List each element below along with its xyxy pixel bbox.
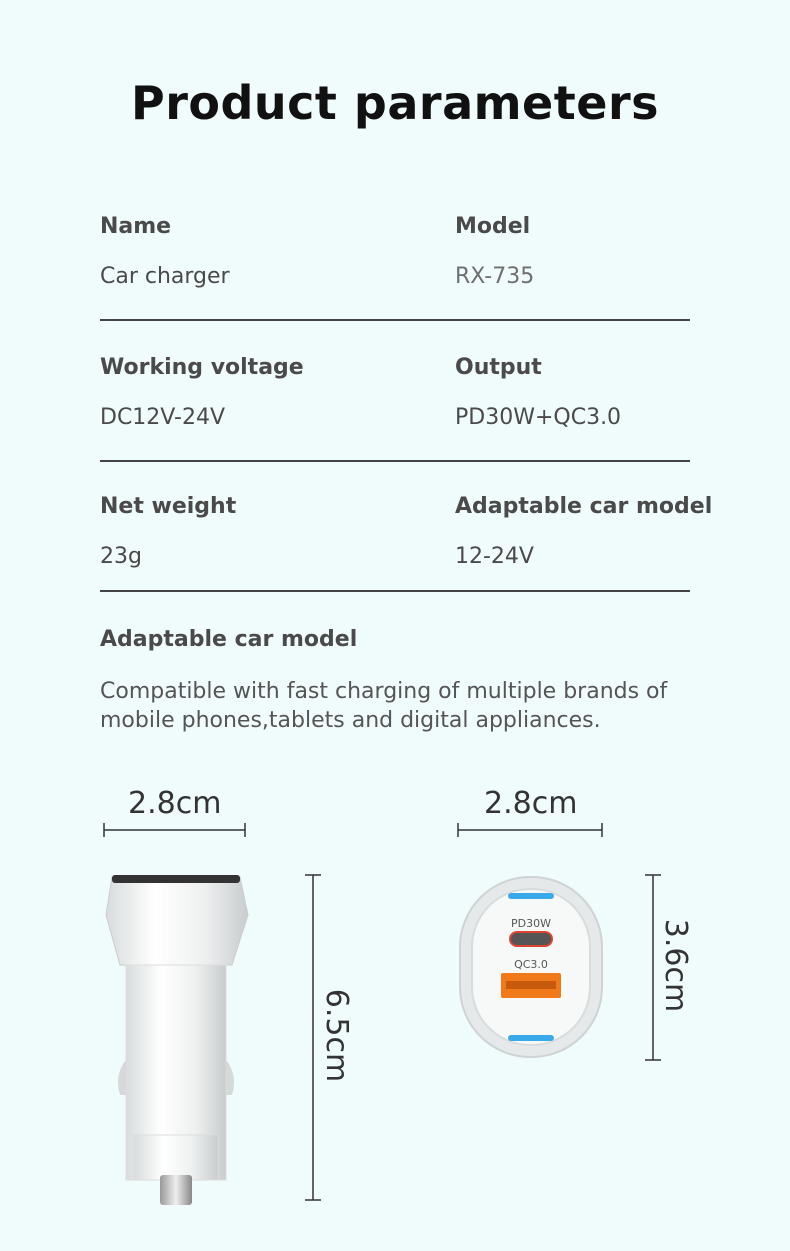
divider (100, 319, 690, 321)
spec-value-adaptable-car-model: 12-24V (455, 544, 534, 569)
spec-label-output: Output (455, 355, 542, 380)
spec-label-working-voltage: Working voltage (100, 355, 304, 380)
spec-label-adaptable-car-model: Adaptable car model (455, 494, 713, 519)
front-width-label: 2.8cm (484, 786, 578, 821)
front-height-label: 3.6cm (658, 918, 694, 1013)
spec-value-working-voltage: DC12V-24V (100, 405, 226, 430)
usb-a-port-label: QC3.0 (514, 958, 548, 971)
charger-front-view-image (450, 815, 680, 1075)
spec-value-net-weight: 23g (100, 544, 142, 569)
spec-value-output: PD30W+QC3.0 (455, 405, 622, 430)
spec-value-name: Car charger (100, 264, 230, 289)
side-width-label: 2.8cm (128, 786, 222, 821)
spec-value-model: RX-735 (455, 264, 535, 289)
compatibility-title: Adaptable car model (100, 627, 358, 652)
type-c-port-label: PD30W (511, 917, 551, 930)
divider (100, 460, 690, 462)
compatibility-description: Compatible with fast charging of multiple brands of mobile phones,tablets and digital appliances. (100, 679, 668, 733)
spec-label-net-weight: Net weight (100, 494, 237, 519)
side-height-label: 6.5cm (319, 988, 355, 1083)
spec-label-name: Name (100, 214, 172, 239)
divider (100, 590, 690, 592)
page-title: Product parameters (130, 76, 660, 130)
charger-side-view-image (90, 815, 340, 1215)
spec-label-model: Model (455, 214, 531, 239)
